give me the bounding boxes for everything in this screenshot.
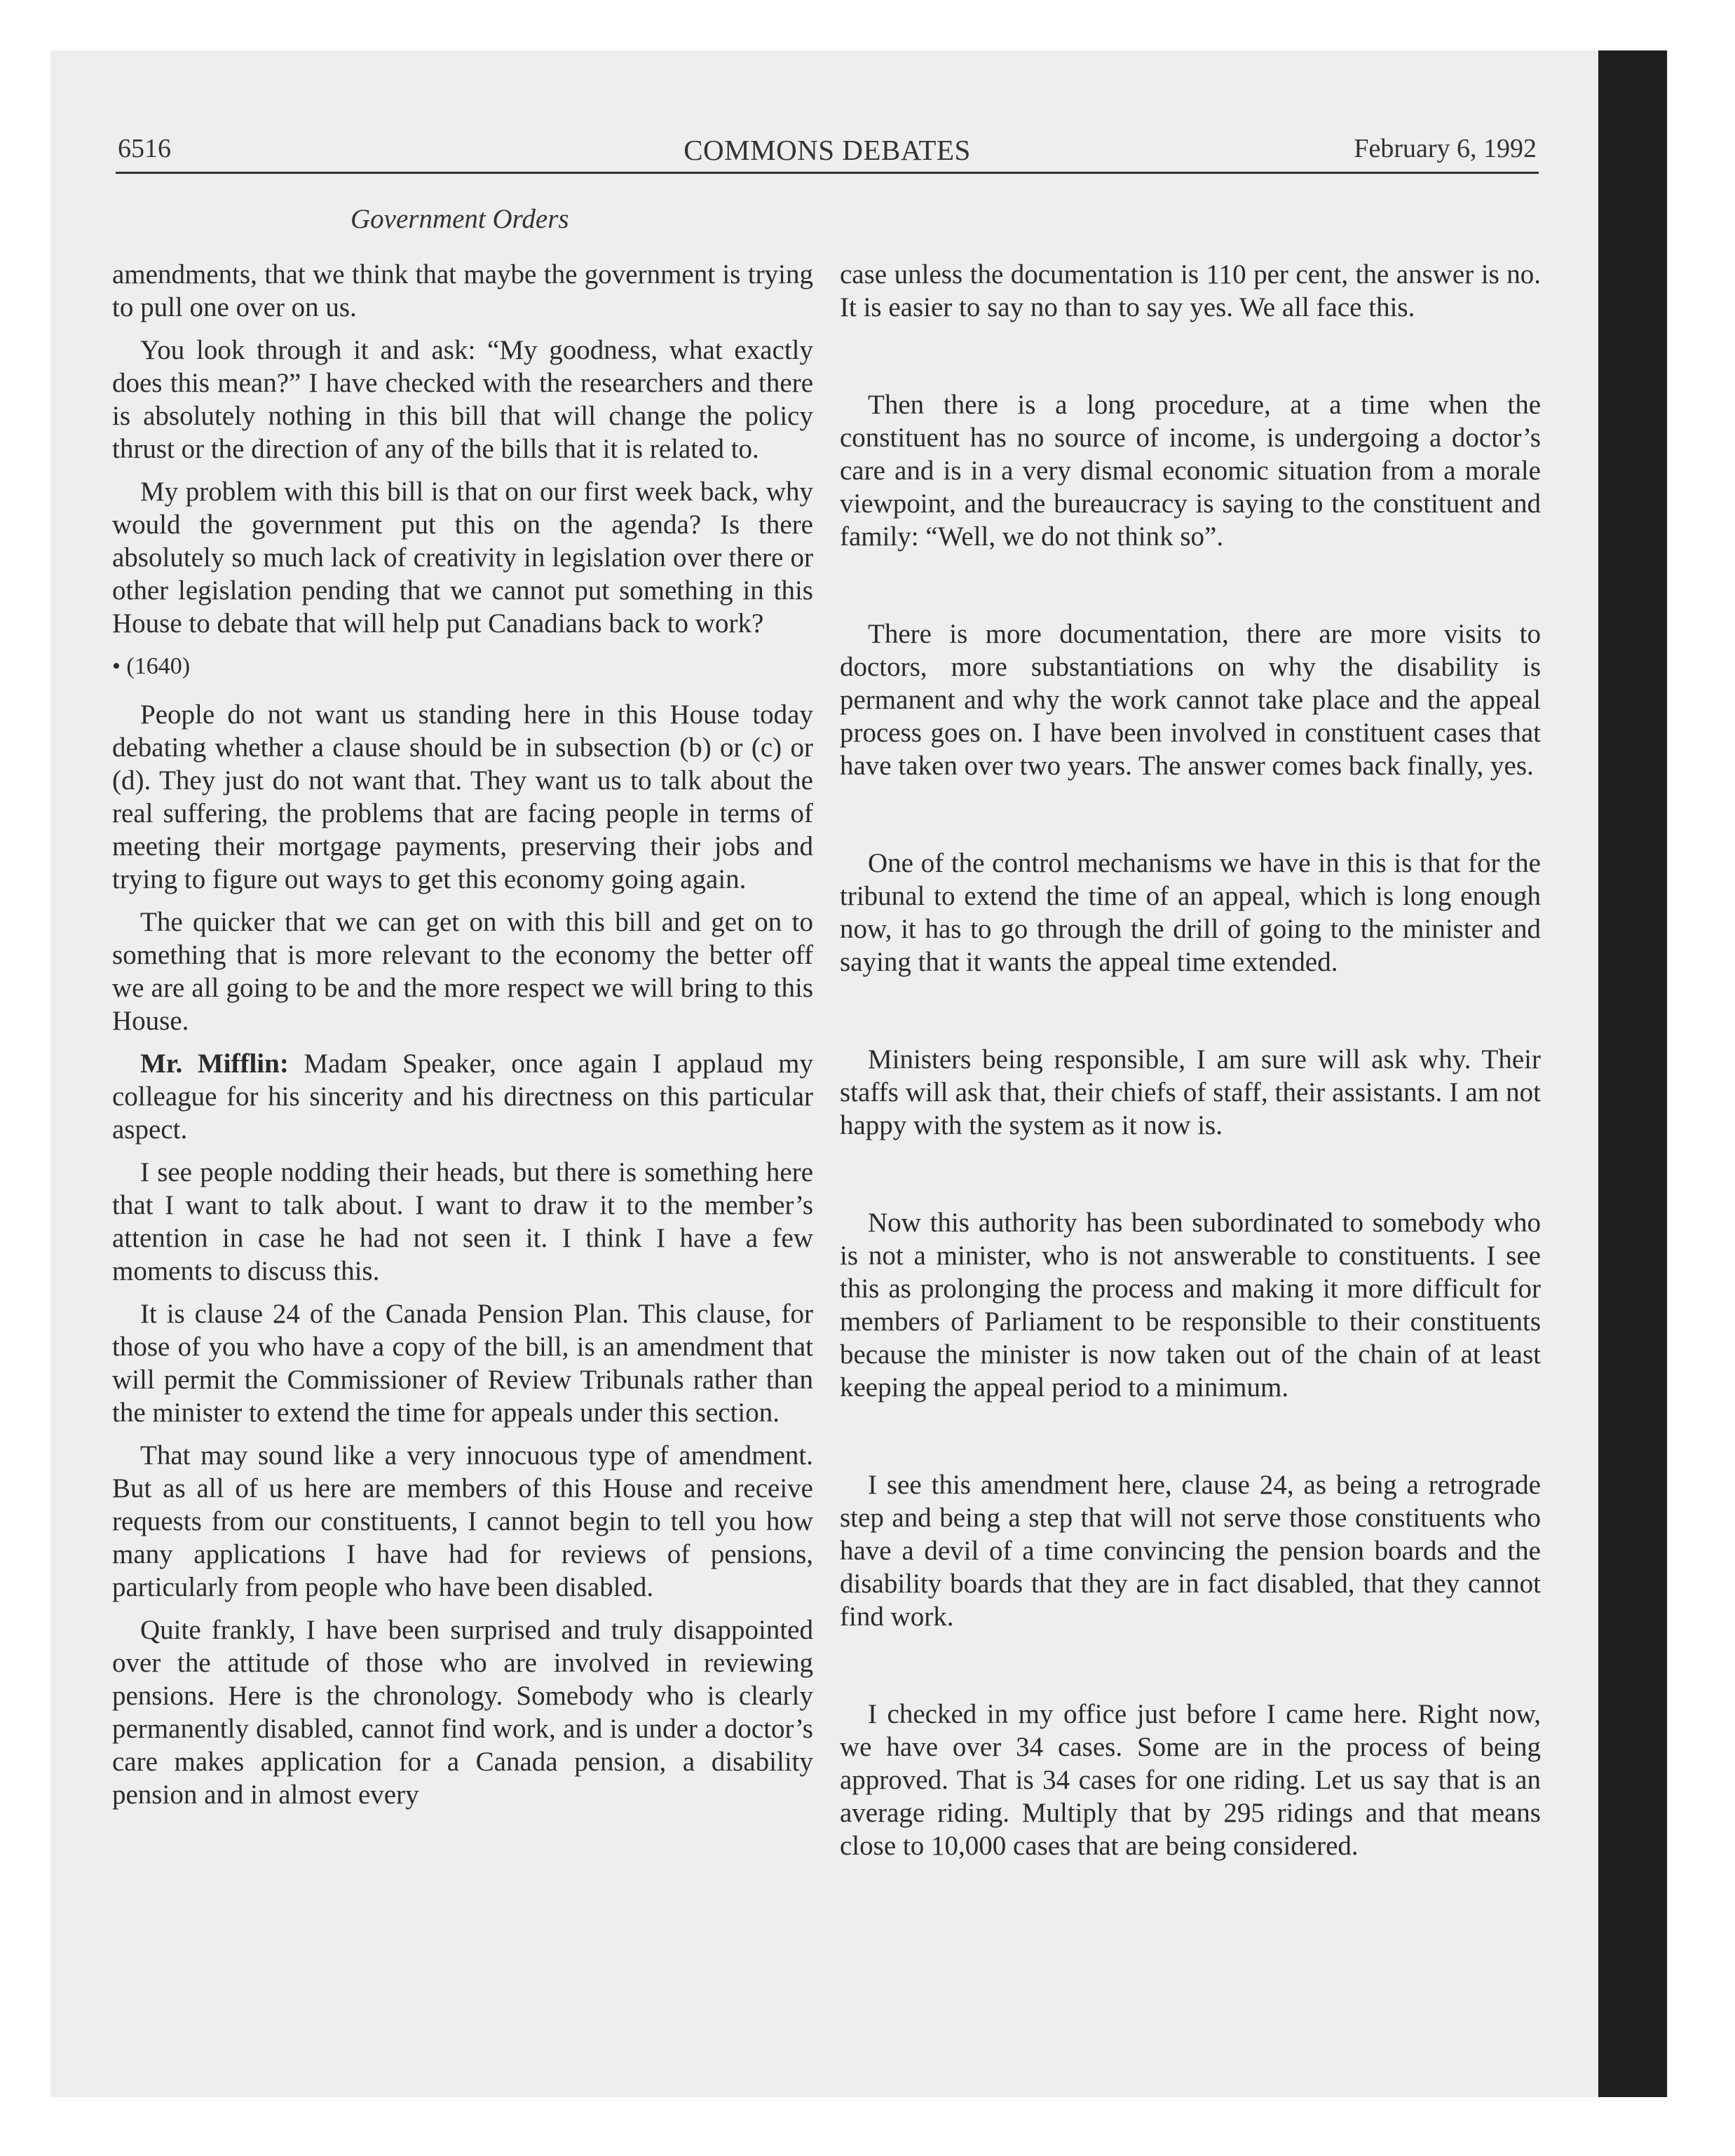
paragraph: case unless the documentation is 110 per cent, the answer is no. It is easier to say no than to say yes. We all face this. [840,259,1541,322]
paragraph: My problem with this bill is that on our first week back, why would the government put this on the agenda? Is there absolutely so much lack of creativity in legislation over there or other legislation pending that we cannot put something in this House to debate that will help put Canadians back to work? [112,477,813,639]
paragraph: The quicker that we can get on with this bill and get on to something that is more relevant to the economy the better off we are all going to be and the more respect we will bring to this House. [112,907,813,1036]
paragraph: It is clause 24 of the Canada Pension Plan. This clause, for those of you who have a copy of the bill, is an amendment that will permit the Commissioner of Review Tribunals rather than the minister to extend the time for appeals under this section. [112,1299,813,1428]
paragraph: amendments, that we think that maybe the government is trying to pull one over on us. [112,259,813,322]
paragraph: People do not want us standing here in this House today debating whether a clause should be in subsection (b) or (c) or (d). They just do not want that. They want us to talk about the real suffering, the problems that are facing people in terms of meeting their mortgage payments, preserving their jobs and trying to figure out ways to get this economy going again. [112,700,813,894]
page-header [118,133,1537,175]
page-number: 6516 [118,134,171,163]
paragraph: One of the control mechanisms we have in this is that for the tribunal to extend the time of an appeal, which is long enough now, it has to go through the drill of going to the minister and saying that it wants the appeal time extended. [840,848,1541,977]
speaker-name: Mr. Mifflin: [140,1049,289,1079]
paragraph: I see this amendment here, clause 24, as being a retrograde step and being a step that will not serve those constituents who have a devil of a time convincing the pension boards and the disability boards that they are in fact disabled, that they cannot find work. [840,1470,1541,1632]
paragraph: I see people nodding their heads, but there is something here that I want to talk about. I want to draw it to the member’s attention in case he had not seen it. I think I have a few moments to discuss this. [112,1157,813,1286]
paragraph: Ministers being responsible, I am sure will ask why. Their staffs will ask that, their chiefs of staff, their assistants. I am not happy with the system as it now is. [840,1044,1541,1140]
paragraph: I checked in my office just before I came here. Right now, we have over 34 cases. Some are in the process of being approved. That is 34 cases for one riding. Let us say that is an average riding. Multiply that by 295 ridings and that means close to 10,000 cases that are being considered. [840,1699,1541,1861]
paragraph: You look through it and ask: “My goodness, what exactly does this mean?” I have checked with the researchers and there is absolutely nothing in this bill that will change the policy thrust or the direction of any of the bills that it is related to. [112,335,813,464]
paragraph: Quite frankly, I have been surprised and truly disappointed over the attitude of those who are involved in reviewing pensions. Here is the chronology. Somebody who is clearly permanently disabled, cannot find work, and is under a doctor’s care makes application for a Canada pension, a disability pension and in almost every [112,1615,813,1810]
left-column [112,258,813,1821]
right-column [840,258,1541,1927]
publication-title: COMMONS DEBATES [683,134,971,166]
section-title: Government Orders [351,204,569,234]
header-rule [116,172,1539,174]
paragraph: That may sound like a very innocuous type of amendment. But as all of us here are members of this House and receive requests from our constituents, I cannot begin to tell you how many applications I have had for reviews of pensions, particularly from people who have been disabled. [112,1440,813,1602]
speaker-text: Madam Speaker, once again I applaud my colleague for his sincerity and his directness on this particular aspect. [112,1049,814,1145]
page-date: February 6, 1992 [1354,134,1537,163]
time-marker: • (1640) [112,653,191,679]
speaker-paragraph [112,1047,813,1146]
paragraph: There is more documentation, there are more visits to doctors, more substantiations on why the disability is permanent and why the work cannot take place and the appeal process goes on. I have been involved in constituent cases that have taken over two years. The answer comes back finally, yes. [840,619,1541,781]
paragraph: Now this authority has been subordinated to somebody who is not a minister, who is not answerable to constituents. I see this as prolonging the process and making it more difficult for members of Parliament to be responsible to their constituents because the minister is now taken out of the chain of at least keeping the appeal period to a minimum. [840,1208,1541,1403]
scan-edge-shadow [1598,50,1667,2097]
paragraph: Then there is a long procedure, at a time when the constituent has no source of income, is undergoing a doctor’s care and is in a very dismal economic situation from a morale viewpoint, and the bureaucracy is saying to the constituent and family: “Well, we do not think so”. [840,390,1541,552]
